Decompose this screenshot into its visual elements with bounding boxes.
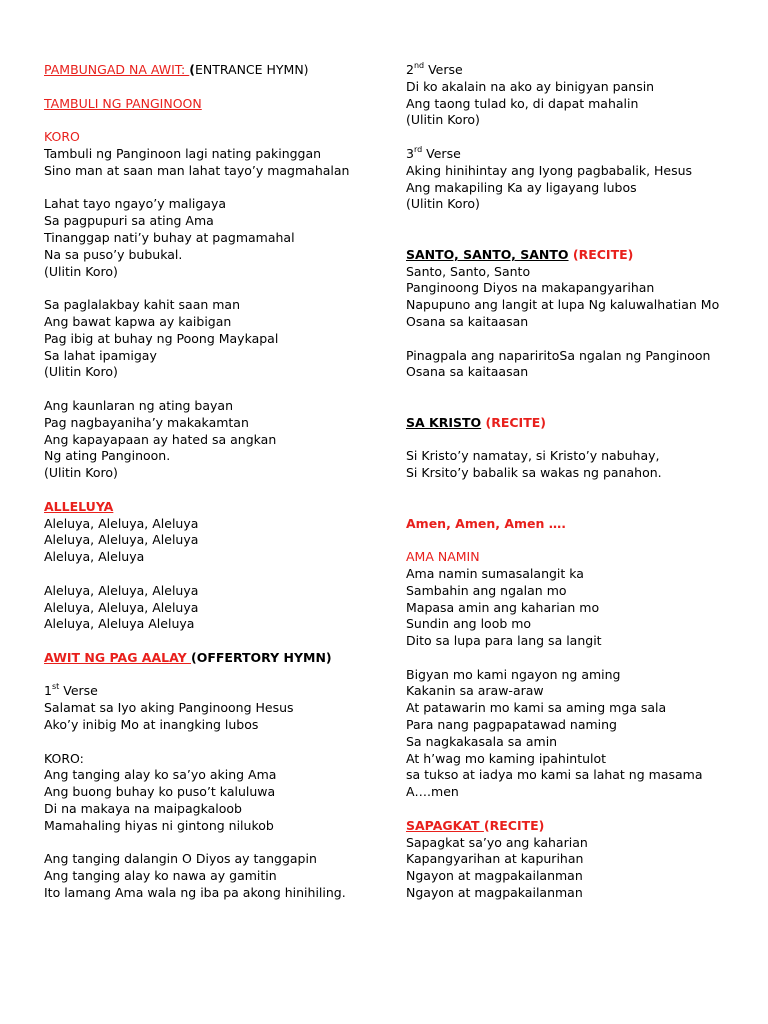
lyric-line: Ito lamang Ama wala ng iba pa akong hinihiling. [44,885,346,901]
lyric-line: Sino man at saan man lahat tayo’y magmahalan [44,162,350,178]
lyric-line: Na sa puso’y bubukal. [44,246,183,262]
sapagkat-recite: (RECITE) [483,817,545,833]
lyric-line: Kapangyarihan at kapurihan [406,851,584,867]
lyric-line: Mamahaling hiyas ni gintong nilukob [44,817,274,833]
offertory-koro-label: KORO: [44,750,84,766]
lyric-line: Ng ating Panginoon. [44,448,171,464]
lyric-line: Aleluya, Aleluya, Aleluya [44,599,199,615]
verse-ordinal: nd [413,60,425,70]
lyric-line: At h’wag mo kaming ipahintulot [406,750,607,766]
verse-ordinal: rd [413,144,423,154]
lyric-line: Santo, Santo, Santo [406,263,531,279]
lyric-line: Dito sa lupa para lang sa langit [406,633,602,649]
lyric-line: Ang tanging alay ko sa’yo aking Ama [44,767,277,783]
ama-namin-title: AMA NAMIN [406,549,480,565]
lyric-line: Ang buong buhay ko puso’t kaluluwa [44,784,276,800]
offertory-title: AWIT NG PAG AALAY [44,649,191,665]
lyric-line: Di ko akalain na ako ay binigyan pansin [406,78,655,94]
lyric-line: Tinanggap nati’y buhay at pagmamahal [44,229,295,245]
tambuli-verse-3 [44,398,374,482]
lyric-line: Kakanin sa araw-araw [406,683,544,699]
lyric-line: sa tukso at iadya mo kami sa lahat ng masama [406,767,703,783]
kristo-lines [406,448,746,482]
lyric-line: Ngayon at magpakailanman [406,868,583,884]
offertory-label: (OFFERTORY HYMN) [191,649,332,665]
kristo-recite: (RECITE) [481,414,546,430]
koro-lyrics [44,146,374,180]
lyric-line: Bigyan mo kami ngayon ng aming [406,666,621,682]
lyric-line: Sambahin ang ngalan mo [406,582,567,598]
lyric-line: Ang tanging alay ko nawa ay gamitin [44,868,277,884]
lyric-line: Aleluya, Aleluya Aleluya [44,616,195,632]
offertory-koro [44,767,374,834]
alleluya-lines-b [44,583,374,633]
lyric-line: Ama namin sumasalangit ka [406,565,584,581]
lyric-line: Sa lahat ipamigay [44,347,157,363]
verse-ordinal: st [51,682,60,692]
lyric-line: Panginoong Diyos na makapangyarihan [406,280,655,296]
kristo-heading [406,415,746,432]
offertory-verse-2 [406,79,746,129]
ama-namin-lines-a [406,566,746,650]
offertory-verse-1-label [44,683,374,700]
entrance-hymn-label: ENTRANCE HYMN) [194,62,309,77]
lyric-line: Para nang pagpapatawad naming [406,717,617,733]
offertory-verse-2-label [406,62,746,79]
santo-lines [406,264,746,331]
tambuli-verse-1 [44,196,374,280]
lyric-line: Ako’y inibig Mo at inangking lubos [44,717,259,733]
lyric-line: Ngayon at magpakailanman [406,885,583,901]
ama-namin-lines-b [406,667,746,801]
lyric-line: (Ulitin Koro) [44,263,118,279]
santo-recite: (RECITE) [568,246,634,262]
entrance-paren: ( [189,62,195,77]
lyric-line: Ang kaunlaran ng ating bayan [44,397,234,413]
lyric-line: Sapagkat sa’yo ang kaharian [406,834,588,850]
lyric-line: Lahat tayo ngayo’y maligaya [44,196,227,212]
lyric-line: Mapasa amin ang kaharian mo [406,599,600,615]
lyric-line: Osana sa kaitaasan [406,364,529,380]
lyric-line: Aking hinihintay ang Iyong pagbabalik, Hesus [406,162,693,178]
offertory-verse-3-label [406,146,746,163]
verse-number: 3 [406,145,414,161]
lyric-line: Si Kristo’y namatay, si Kristo’y nabuhay, [406,448,660,464]
right-column [406,62,746,902]
lyric-line: Pag ibig at buhay ng Poong Maykapal [44,330,279,346]
santo-title: SANTO, SANTO, SANTO [406,246,569,262]
lyric-line: Aleluya, Aleluya [44,549,145,565]
lyric-line: Napupuno ang langit at lupa Ng kaluwalhatian Mo [406,297,720,313]
lyric-line: Ang kapayapaan ay hated sa angkan [44,431,277,447]
entrance-hymn-heading [44,62,374,79]
pinagpala-lines [406,348,746,382]
lyric-line: Ang makapiling Ka ay ligayang lubos [406,179,637,195]
lyric-line: (Ulitin Koro) [406,196,480,212]
lyric-line: (Ulitin Koro) [44,364,118,380]
lyric-line: Aleluya, Aleluya, Aleluya [44,532,199,548]
amen-line: Amen, Amen, Amen …. [406,515,567,531]
tambuli-title: TAMBULI NG PANGINOON [44,95,202,111]
lyric-line: At patawarin mo kami sa aming mga sala [406,700,667,716]
lyric-line: Pinagpala ang napariritoSa ngalan ng Panginoon [406,347,711,363]
lyric-line: Si Krsito’y babalik sa wakas ng panahon. [406,465,662,481]
lyric-line: Aleluya, Aleluya, Aleluya [44,582,199,598]
alleluya-lines-a [44,516,374,566]
lyric-line: Sundin ang loob mo [406,616,532,632]
entrance-hymn-title: PAMBUNGAD NA AWIT: [44,62,190,77]
alleluya-title: ALLELUYA [44,498,114,514]
lyric-line: Ang tanging dalangin O Diyos ay tanggapin [44,851,317,867]
tambuli-verse-2 [44,297,374,381]
kristo-title: SA KRISTO [406,414,482,430]
verse-word: Verse [59,683,98,699]
verse-number: 2 [406,62,414,77]
lyric-line: Di na makaya na maipagkaloob [44,801,242,817]
lyric-line: Sa nagkakasala sa amin [406,733,558,749]
koro-label: KORO [44,129,80,145]
lyric-line: A….men [406,784,459,800]
offertory-verse-3 [406,163,746,213]
lyric-line: (Ulitin Koro) [44,465,118,481]
offertory-verse-1 [44,700,374,734]
lyric-line: Aleluya, Aleluya, Aleluya [44,515,199,531]
lyric-line: Salamat sa Iyo aking Panginoong Hesus [44,700,294,716]
lyric-line: Ang bawat kapwa ay kaibigan [44,313,232,329]
lyric-line: Ang taong tulad ko, di dapat mahalin [406,95,639,111]
lyric-line: Sa paglalakbay kahit saan man [44,297,241,313]
sapagkat-title: SAPAGKAT [406,817,484,833]
sapagkat-heading [406,818,746,835]
left-column [44,62,374,902]
lyric-line: Osana sa kaitaasan [406,313,529,329]
lyric-line: Tambuli ng Panginoon lagi nating pakinggan [44,145,322,161]
verse-word: Verse [422,145,461,161]
verse-number: 1 [44,683,52,699]
verse-word: Verse [424,62,463,77]
offertory-heading [44,650,374,667]
lyric-line: Sa pagpupuri sa ating Ama [44,213,214,229]
santo-heading [406,247,746,264]
lyric-line: (Ulitin Koro) [406,112,480,128]
sapagkat-lines [406,835,746,902]
offertory-final [44,851,374,901]
lyric-line: Pag nagbayaniha’y makakamtan [44,414,249,430]
